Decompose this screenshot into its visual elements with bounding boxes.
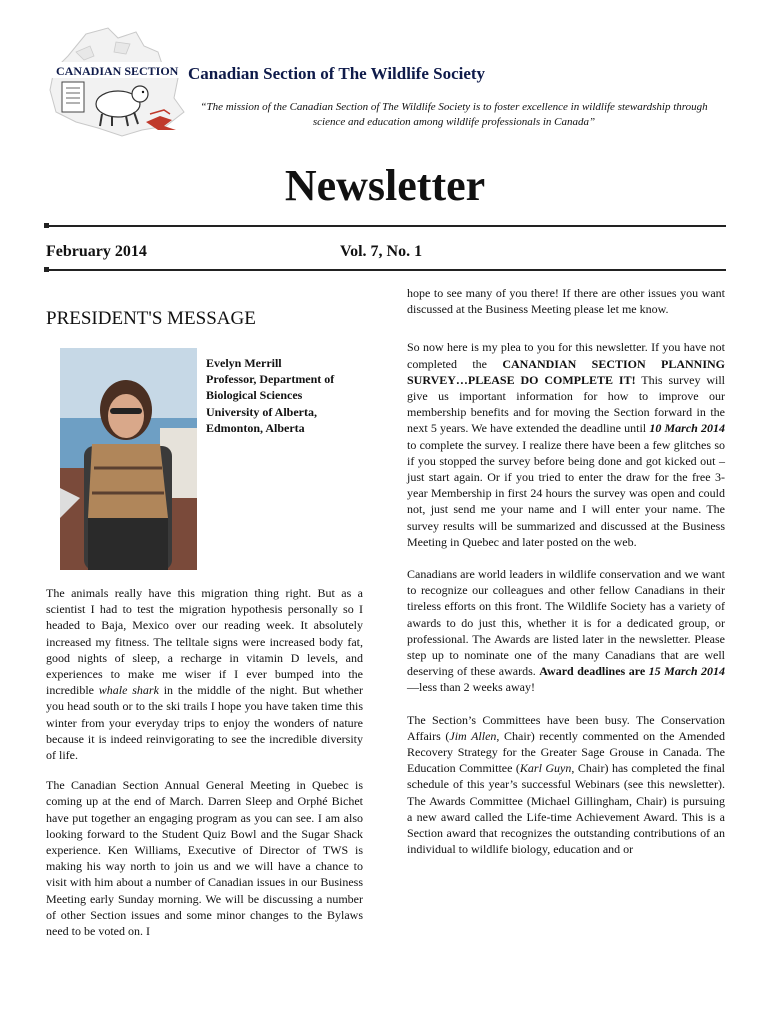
caption-name: Evelyn Merrill	[206, 356, 282, 370]
award-deadline-date: 15 March 2014	[648, 664, 726, 679]
award-deadline-label: Award deadlines are	[539, 664, 649, 679]
paragraph-agm: The Canadian Section Annual General Meeting in Quebec is coming up at the end of March. Darren Sleep and Orphé Bichet have put together an engaging program as you can see. I am also looking forward to the Student Quiz Bowl and the Sugar Shack experience. Ken Williams, Executive of Director of TWS is making his way north to join us and we will have a chance to visit with him about a number of Canadian issues in our Business Meeting early Sunday morning. We will be discussing a number of other Section issues and some minor changes to the Bylaws need to be voted on. I	[46, 778, 363, 939]
canada-map-bear-logo	[46, 26, 186, 138]
caption-title: Professor, Department of	[206, 372, 335, 387]
section-logo	[46, 26, 186, 138]
paragraph-survey-plea: So now here is my plea to you for this newsletter. If you have not completed the CANANDIAN SECTION PLANNING SURVEY…PLEASE DO COMPLETE IT! This survey will give us important information for how to improve our membership benefits and for moving the Section forward in the next 5 years. We have extended the deadline until 10 March 2014 to complete the survey. I realize there have been a few glitches so if you stopped the survey before being done and got kicked out – just start again. Or if you tried to enter the draw for the free 3-year Membership in first 24 hours the survey was open and could not, just send me your name and I will enter your name. The survey results will be summarized and discussed at the Business Meeting in Quebec and later posted on the web.	[407, 340, 726, 549]
bottom-divider	[46, 269, 726, 271]
person-portrait-image	[60, 348, 197, 570]
caption-location: Edmonton, Alberta	[206, 420, 305, 435]
svg-text:CANADIAN SECTION: CANADIAN SECTION	[56, 64, 179, 78]
top-divider	[46, 225, 726, 227]
issue-volume: Vol. 7, No. 1	[340, 243, 423, 260]
chair-jim-allen: Jim Allen	[449, 728, 497, 743]
issue-date: February 2014	[46, 243, 147, 260]
caption-university: University of Alberta,	[206, 404, 317, 419]
newsletter-title: Newsletter	[284, 161, 486, 210]
whale-shark-italic: whale shark	[98, 683, 159, 698]
survey-deadline: 10 March 2014	[649, 421, 726, 436]
paragraph-committees: The Section’s Committees have been busy. The Conservation Affairs (Jim Allen, Chair) recently commented on the Amended Recovery Strategy for the Greater Sage Grouse in Canada. The Education Committee (Karl Guyn, Chair) has completed the final schedule of this year’s successful Webinars (see this newsletter). The Awards Committee (Michael Gillingham, Chair) is pursuing a new award called the Life-time Achievement Award. This is a Section award that recognizes the outstanding contributions of an individual to wildlife biology, education and or	[407, 712, 725, 857]
caption-department: Biological Sciences	[206, 388, 303, 403]
left-column	[46, 585, 363, 939]
section-heading: PRESIDENT'S MESSAGE	[46, 308, 256, 329]
president-photo	[60, 348, 197, 570]
mission-statement: “The mission of the Canadian Section of The Wildlife Society is to foster excellence in wildlife stewardship through science and education among wildlife professionals in Canada”	[200, 101, 708, 128]
survey-callout: CANANDIAN SECTION PLANNING SURVEY…PLEASE DO COMPLETE IT!	[407, 356, 725, 387]
chair-karl-guyn: Karl Guyn	[519, 761, 572, 776]
photo-caption	[206, 355, 334, 436]
paragraph-migration: The animals really have this migration thing right. But as a scientist I had to test the migration hypothesis personally so I headed to Baja, Mexico over our reading week. It absolutely increased my fitness. The telltale signs were increased body fat, good nights of sleep, a recharge in vitamin D levels, and experiences to make me wiser if I ever bumped into the incredible whale shark in the middle of the night. But whether you head south or to the ski trails I hope you have taken time this winter from your everyday trips to enjoy the wonders of nature because it is indeed reinvigorating to see the incredible diversity of life.	[46, 586, 363, 763]
organization-title: Canadian Section of The Wildlife Society	[188, 64, 486, 83]
right-column	[407, 285, 725, 858]
paragraph-awards: Canadians are world leaders in wildlife conservation and we want to recognize our colleagues and other fellow Canadians in their tireless efforts on this front. The Wildlife Society has a variety of awards to do just this, whether it is for a dedicated group, or professional. The Awards are listed later in the newsletter. Please step up to nominate one of the many Canadians that are well deserving of these awards. Award deadlines are 15 March 2014—less than 2 weeks away!	[407, 567, 726, 695]
paragraph-meeting-issues: hope to see many of you there! If there are other issues you want discussed at the Business Meeting please let me know.	[407, 286, 725, 317]
